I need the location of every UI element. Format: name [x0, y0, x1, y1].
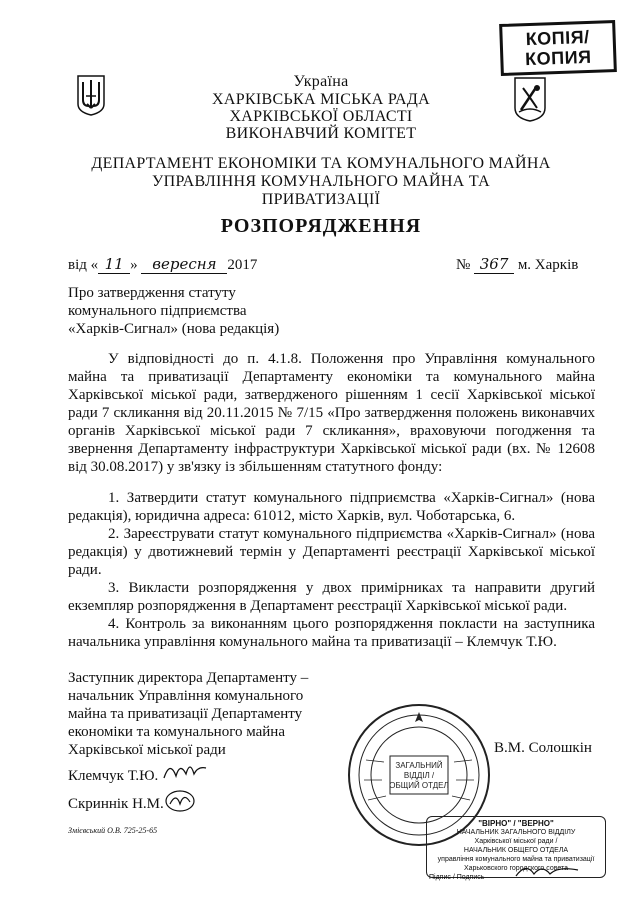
preamble — [68, 350, 595, 476]
subject-line: «Харків-Сигнал» (нова редакція) — [68, 321, 280, 337]
order-item: 1. Затвердити статут комунального підприємства «Харків-Сигнал» (нова редакція), юридична адреса: 61012, місто Харків, вул. Чоботарська, 6. — [68, 490, 595, 524]
round-stamp-line3: ОБЩИЙ ОТДЕЛ — [389, 781, 449, 790]
signature-position-line: Харківської міської ради — [68, 742, 226, 758]
preamble-text: У відповідності до п. 4.1.8. Положення про Управління комунального майна та приватизації Департаменту економіки та комунального майна Харківської міської ради, затвердженого рішенням 1 сесії Харківської міської ради 7 скликання від 20.11.2015 № 7/15 «Про затвердження положень виконавчих органів Харківської міської ради 7 скликання», враховуючи погодження та звернення Департаменту інфраструктури Харківської міської ради (вх. № 12608 від 30.08.2017) у зв'язку із збільшенням статутного фонду: — [68, 351, 595, 475]
order-item: 4. Контроль за виконанням цього розпорядження покласти на заступника начальника управління комунального майна та приватизації – Клемчук Т.Ю. — [68, 616, 595, 650]
header-division-line2: ПРИВАТИЗАЦІЇ — [261, 191, 381, 208]
copy-stamp-line1: КОПІЯ/ — [525, 26, 590, 50]
date-month: вересня — [141, 255, 227, 274]
subject-block — [68, 284, 279, 338]
executor-note: Змієвський О.В. 725-25-65 — [68, 826, 158, 835]
signature-position-line: начальник Управління комунального — [68, 688, 304, 704]
date-prefix: від « — [68, 257, 99, 273]
verified-stamp-line7: Підпис / Подпись — [429, 874, 485, 881]
order-items — [68, 489, 595, 651]
copy-stamp — [499, 20, 617, 76]
order-item: 2. Зареєструвати статут комунального підприємства «Харків-Сигнал» (нова редакція) у двотижневий термін у Департаменті реєстрації Харківської міської ради. — [68, 526, 595, 578]
subject-line: Про затвердження статуту — [68, 285, 236, 301]
approval-klemchuk: Клемчук Т.Ю. — [68, 768, 159, 784]
document-title: РОЗПОРЯДЖЕННЯ — [220, 215, 422, 237]
verified-stamp-line4: НАЧАЛЬНИК ОБЩЕГО ОТДЕЛА — [463, 847, 569, 854]
verified-stamp-line3: Харківської міської ради / — [474, 838, 558, 845]
approval-skrynnik: Скриннік Н.М. — [68, 796, 164, 812]
order-item: 3. Викласти розпорядження у двох примірниках та направити другий екземпляр розпорядження в Департамент реєстрації Харківської міської ради. — [68, 580, 595, 614]
header-department: ДЕПАРТАМЕНТ ЕКОНОМІКИ ТА КОМУНАЛЬНОГО МАЙНА — [91, 155, 551, 172]
header-committee: ВИКОНАВЧИЙ КОМІТЕТ — [225, 125, 417, 142]
round-stamp-line2: ВІДДІЛ / — [403, 771, 435, 780]
handwritten-signature-icon — [162, 788, 198, 814]
number-prefix: № — [456, 257, 471, 273]
handwritten-signature-icon — [512, 860, 582, 882]
verified-stamp-line6: Харьковского городского совета — [463, 865, 569, 872]
subject-line: комунального підприємства — [68, 303, 247, 319]
signature-position-line: економіки та комунального майна — [68, 724, 285, 740]
copy-stamp-line2: КОПИЯ — [524, 46, 592, 70]
signature-block — [68, 669, 308, 759]
round-stamp-line1: ЗАГАЛЬНИЙ — [395, 761, 443, 770]
verified-stamp-line1: "ВІРНО" / "ВЕРНО" — [478, 819, 554, 828]
header-council: ХАРКІВСЬКА МІСЬКА РАДА — [212, 91, 430, 108]
date-mid: » — [130, 257, 138, 273]
handwritten-signature-icon — [160, 756, 210, 786]
header-region: ХАРКІВСЬКОЇ ОБЛАСТІ — [229, 108, 413, 125]
signature-position-line: майна та приватизації Департаменту — [68, 706, 303, 722]
date-field — [68, 255, 257, 274]
city: м. Харків — [517, 257, 579, 273]
signer-name: В.М. Солошкін — [494, 740, 592, 756]
signature-position-line: Заступник директора Департаменту – — [68, 670, 309, 686]
date-day: 11 — [98, 255, 130, 274]
header-country: Україна — [293, 73, 349, 90]
verified-stamp-line5: управління комунального майна та приватизації — [437, 856, 595, 863]
number-field — [456, 255, 578, 274]
date-year: 2017 — [227, 257, 258, 273]
header-division-line1: УПРАВЛІННЯ КОМУНАЛЬНОГО МАЙНА ТА — [152, 173, 490, 190]
document-number: 367 — [474, 255, 514, 274]
verified-stamp-line2: НАЧАЛЬНИК ЗАГАЛЬНОГО ВІДДІЛУ — [456, 829, 576, 836]
